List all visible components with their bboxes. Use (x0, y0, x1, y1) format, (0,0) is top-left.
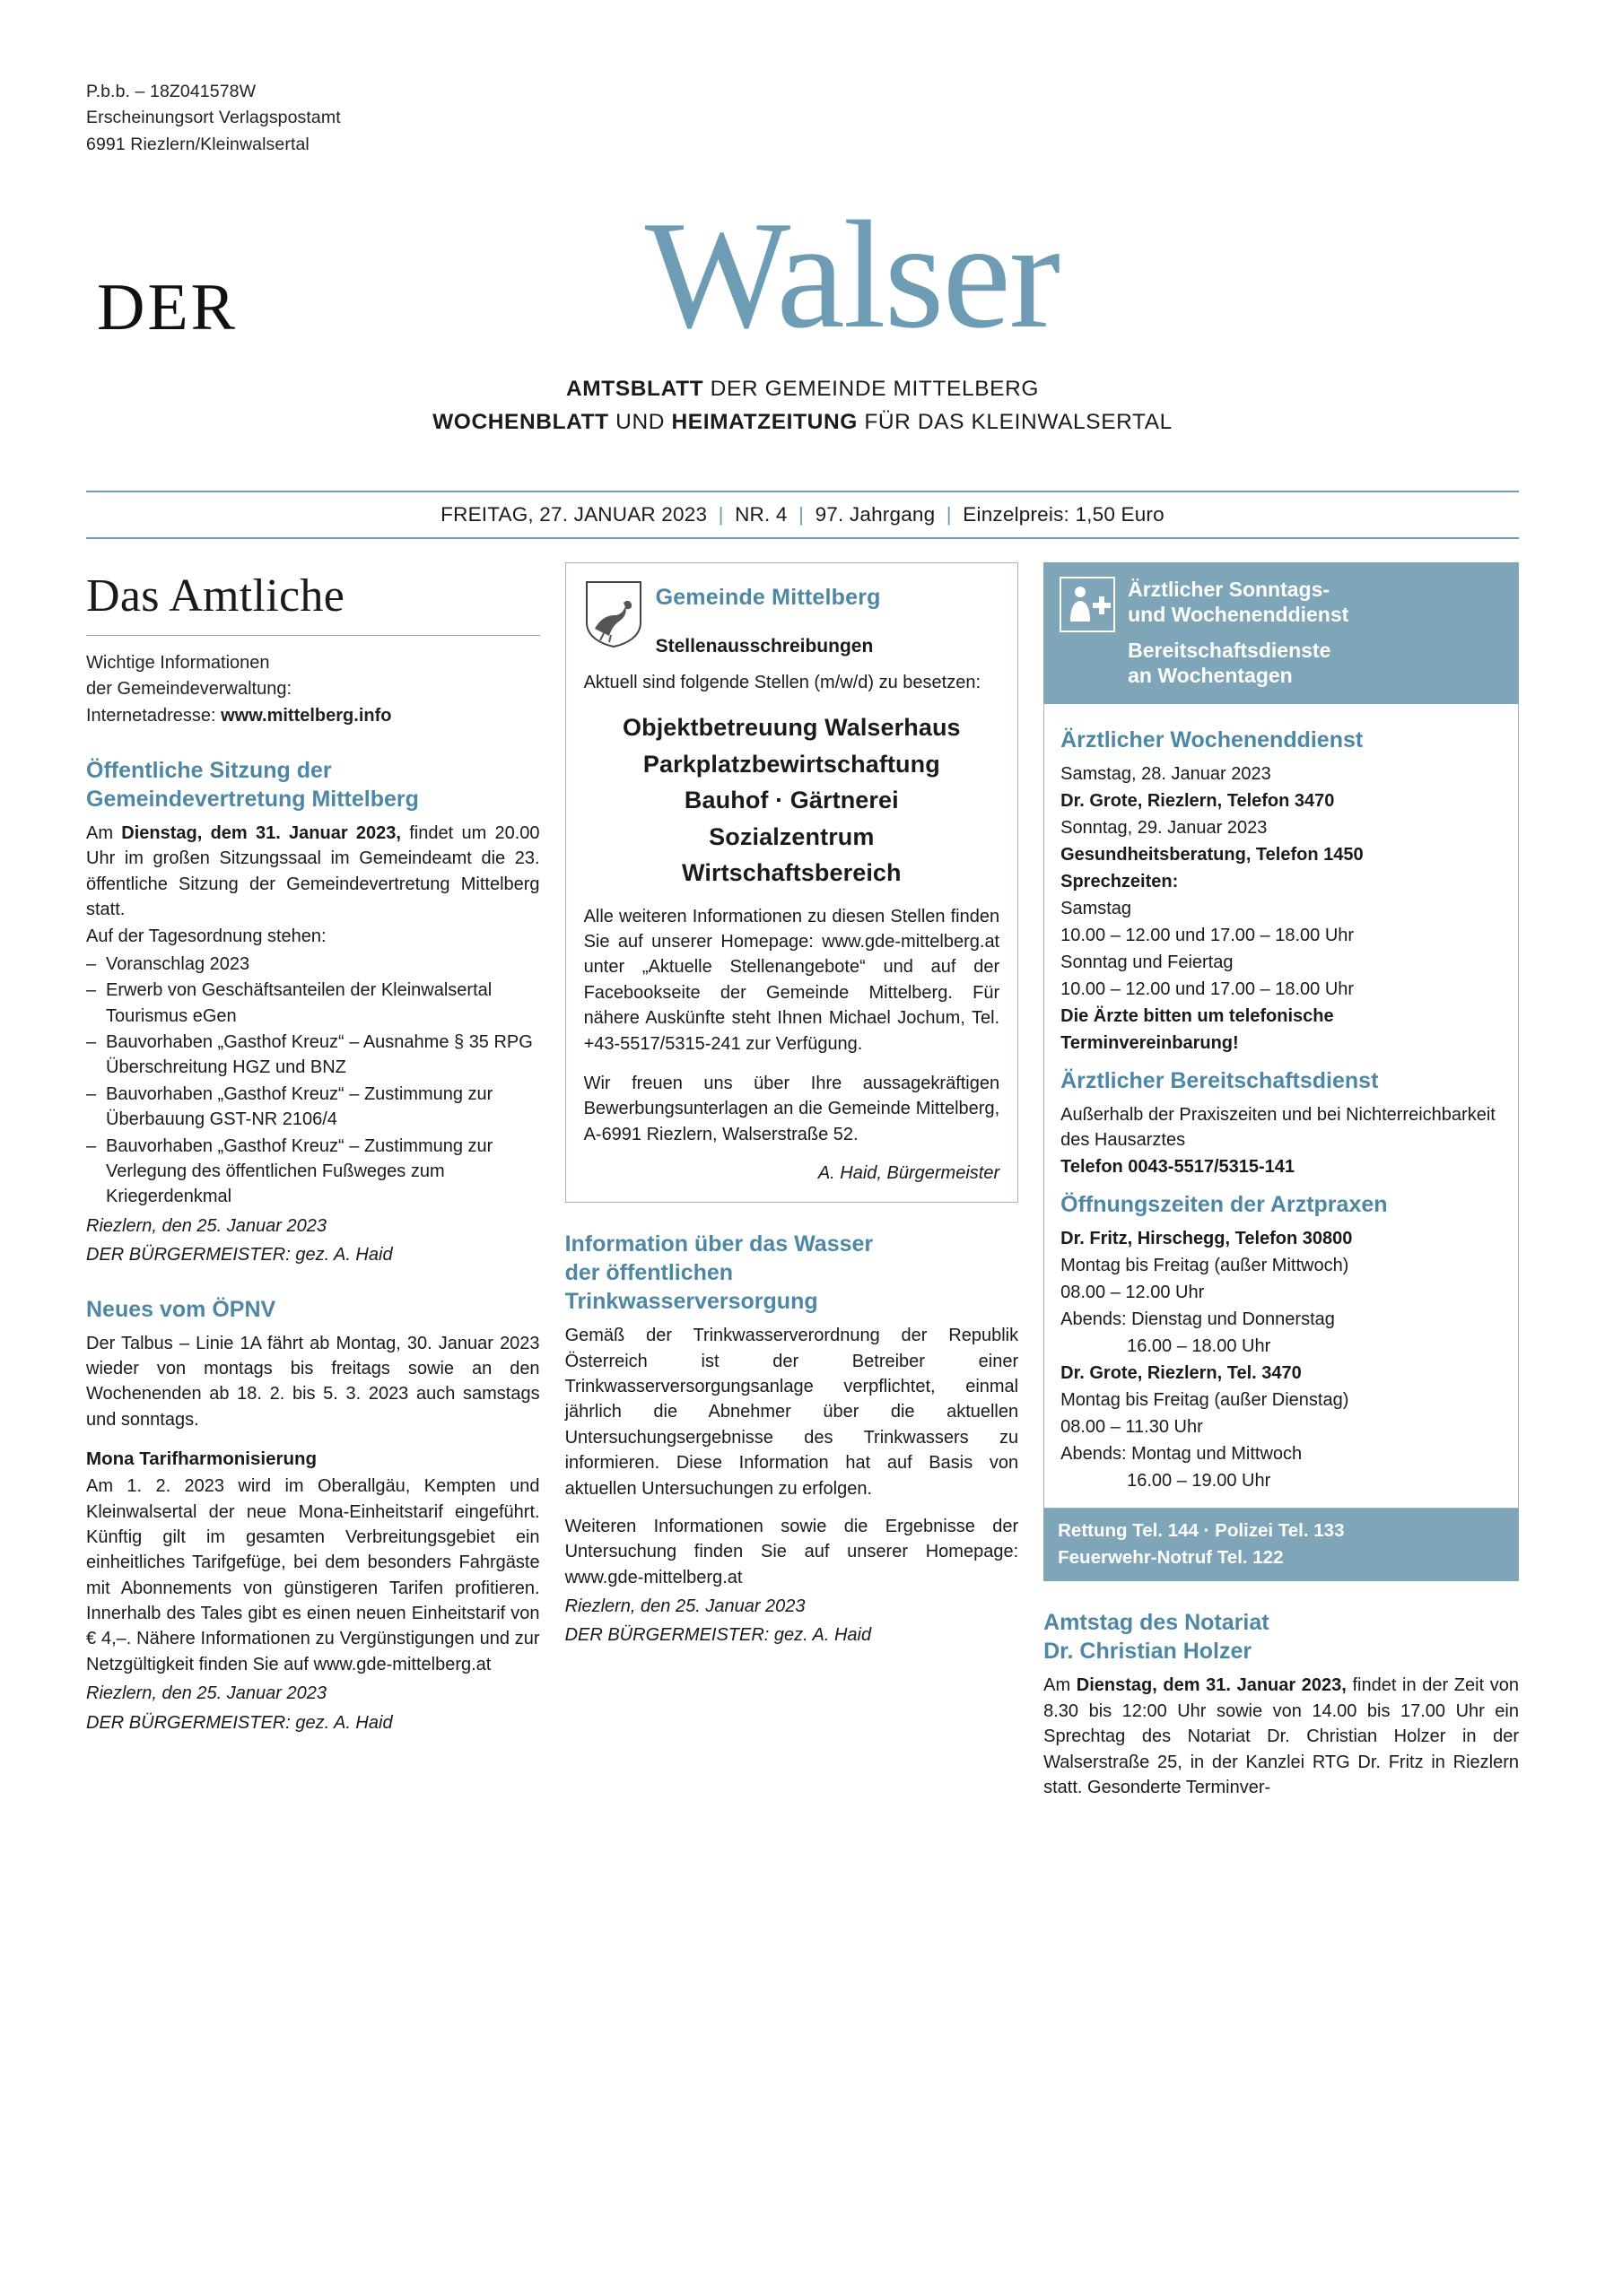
subline1-rest: DER GEMEINDE MITTELBERG (710, 376, 1040, 401)
job-item: Objektbetreuung Walserhaus (623, 714, 961, 742)
internet-label: Internetadresse: (86, 705, 222, 726)
list-item: – Bauvorhaben „Gasthof Kreuz“ – Zustimmung zur Überbauung GST-NR 2106/4 (86, 1082, 540, 1133)
saturday-doctor: Dr. Grote, Riezlern, Telefon 3470 (1060, 790, 1335, 811)
trinkwasser-sign-1: Riezlern, den 25. Januar 2023 (564, 1596, 806, 1617)
notariat-p-a: Am (1043, 1675, 1077, 1696)
subline2-d: FÜR DAS KLEINWALSERTAL (864, 409, 1173, 434)
bewerbung-paragraph: Wir freuen uns über Ihre aussagekräftigen Bewerbungsunterlagen an die Gemeinde Mittelberg, A-6991 Riezlern, Walserstraße 52. (583, 1073, 1000, 1144)
oepnv-sign-2: DER BÜRGERMEISTER: gez. A. Haid (86, 1712, 393, 1733)
job-item: Bauhof · Gärtnerei (684, 787, 899, 814)
column-amtliche (86, 562, 540, 1803)
issue-volume: 97. Jahrgang (815, 502, 936, 526)
praxis-fritz-line-3: Abends: Dienstag und Donnerstag (1060, 1309, 1335, 1329)
trinkwasser-paragraph-2: Weiteren Informationen sowie die Ergebnisse der Untersuchung finden Sie auf unserer Homepage: www.gde-mittelberg.at (564, 1516, 1019, 1587)
issue-separator-1: | (718, 502, 724, 526)
heading-sitzung (86, 756, 540, 813)
trinkwasser-sign-2: DER BÜRGERMEISTER: gez. A. Haid (564, 1625, 872, 1646)
mona-paragraph: Am 1. 2. 2023 wird im Oberallgäu, Kempten und Kleinwalsertal der neue Mona-Einheitstarif eingeführt. Künftig gilt im gesamten Verbreitungsgebiet ein einheitliches Tarifgefüge, bei dem besonders Fahrgäste mit Abonnements von günstigeren Tarifen profitieren. Innerhalb des Tales gibt es einen neuen Einheitstarif von € 4,–. Nähere Informationen zu Vergünstigungen und zur Netzgültigkeit finden Sie auf www.gde-mittelberg.at (86, 1476, 540, 1674)
praxis-fritz-line-2: 08.00 – 12.00 Uhr (1060, 1282, 1205, 1302)
praxis-grote-line-3: Abends: Montag und Mittwoch (1060, 1443, 1303, 1464)
sitzung-p1a: Am (86, 822, 122, 843)
masthead-walser: Walser (644, 189, 1060, 361)
doctor-service-body (1043, 704, 1519, 1509)
praxis-grote-line-2: 08.00 – 11.30 Uhr (1060, 1416, 1203, 1437)
subline2-b: UND (615, 409, 666, 434)
issue-line (86, 492, 1519, 537)
heading-sitzung-line-1: Öffentliche Sitzung der (86, 757, 332, 783)
trinkwasser-line-2: der öffentlichen (564, 1260, 734, 1286)
sprechzeiten-title: Sprechzeiten: (1060, 871, 1179, 891)
trinkwasser-line-3: Trinkwasserversorgung (564, 1289, 818, 1315)
masthead-subline-1 (86, 377, 1519, 402)
heading-arztpraxen: Öffnungszeiten der Arztpraxen (1060, 1191, 1388, 1217)
tagesordnung-label: Auf der Tagesordnung stehen: (86, 926, 327, 947)
masthead-subline-2 (86, 410, 1519, 435)
praxis-grote-name: Dr. Grote, Riezlern, Tel. 3470 (1060, 1362, 1302, 1383)
stellenausschreibung-box (565, 562, 1019, 1203)
praxis-grote-line-1: Montag bis Freitag (außer Dienstag) (1060, 1389, 1349, 1410)
issue-separator-2: | (798, 502, 805, 526)
sitzung-sign-2: DER BÜRGERMEISTER: gez. A. Haid (86, 1245, 393, 1265)
praxis-fritz-line-1: Montag bis Freitag (außer Mittwoch) (1060, 1255, 1349, 1275)
box-signature: A. Haid, Bürgermeister (817, 1163, 1000, 1184)
sitzung-sign-1: Riezlern, den 25. Januar 2023 (86, 1215, 327, 1236)
stellen-info-paragraph: Alle weiteren Informationen zu diesen Stellen finden Sie auf unserer Homepage: www.gde-mittelberg.at unter „Aktuelle Stellenangebote“ und auf der Facebookseite der Gemeinde Mittelberg. Für nähere Auskünfte steht Ihnen Michael Jochum, Tel. +43-5517/5315-241 zur Verfügung. (583, 906, 1000, 1054)
title-divider (86, 635, 540, 636)
list-item: – Voranschlag 2023 (86, 952, 540, 977)
box-header-text (656, 579, 881, 657)
list-item: – Erwerb von Geschäftsanteilen der Kleinwalsertal Tourismus eGen (86, 978, 540, 1029)
heading-trinkwasser (565, 1230, 1019, 1316)
sitzung-paragraph (86, 821, 540, 923)
job-item: Wirtschaftsbereich (682, 859, 902, 887)
oepnv-paragraph: Der Talbus – Linie 1A fährt ab Montag, 30. Januar 2023 wieder von montags bis freitags sowie an den Wochenenden ab 18. 2. bis 5. 3. 2023 auch samstags und sonntags. (86, 1333, 540, 1430)
heading-oepnv: Neues vom ÖPNV (86, 1296, 276, 1322)
issue-separator-3: | (946, 502, 952, 526)
service-title-line-3: Bereitschaftsdienste (1128, 638, 1331, 662)
notariat-line-1: Amtstag des Notariat (1043, 1610, 1269, 1636)
page-title: Das Amtliche (86, 570, 345, 622)
notariat-p-c: findet in der Zeit von 8.30 bis 12:00 Uhr sowie von 14.00 bis 17.00 Uhr ein Sprechtag des Notariat Dr. Christian Holzer in der Walserstraße 25, in der Kanzlei RTG Dr. Fritz in Riezlern statt. Gesonderte Terminver- (1043, 1675, 1520, 1797)
rule-bottom (86, 537, 1519, 539)
internet-address[interactable]: www.mittelberg.info (221, 705, 392, 726)
trinkwasser-line-1: Information über das Wasser (564, 1231, 874, 1257)
praxis-fritz-name: Dr. Fritz, Hirschegg, Telefon 30800 (1060, 1228, 1353, 1248)
notariat-paragraph (1043, 1673, 1519, 1800)
column-arztdienst (1043, 562, 1519, 1803)
gemeinde-title: Gemeinde Mittelberg (655, 584, 881, 610)
service-title-line-4: an Wochentagen (1128, 663, 1293, 687)
termin-note-1: Die Ärzte bitten um telefonische (1060, 1005, 1334, 1026)
heading-notariat (1043, 1608, 1519, 1665)
sunday-doctor: Gesundheitsberatung, Telefon 1450 (1060, 844, 1364, 865)
service-title-line-2: und Wochenenddienst (1128, 602, 1349, 626)
heading-mona: Mona Tarifharmonisierung (86, 1448, 318, 1470)
sitzung-p1c: findet um 20.00 Uhr im großen Sitzungssaal im Gemeindeamt die 23. öffentliche Sitzung der Gemeindevertretung Mittelberg statt. (86, 822, 540, 920)
emergency-line-1: Rettung Tel. 144 · Polizei Tel. 133 (1058, 1519, 1345, 1541)
list-item: – Bauvorhaben „Gasthof Kreuz“ – Ausnahme § 35 RPG Überschreitung HGZ und BNZ (86, 1030, 540, 1081)
heading-bereitschaftsdienst: Ärztlicher Bereitschaftsdienst (1060, 1067, 1379, 1093)
stellenausschreibungen-title: Stellenausschreibungen (655, 635, 874, 657)
intro-line-1: Wichtige Informationen (86, 652, 270, 673)
subline2-a: WOCHENBLATT (432, 409, 609, 434)
intro-line-3 (86, 703, 540, 729)
emergency-numbers (1043, 1509, 1519, 1581)
subline2-c: HEIMATZEITUNG (671, 409, 858, 434)
emergency-line-2: Feuerwehr-Notruf Tel. 122 (1058, 1546, 1284, 1568)
saturday-date: Samstag, 28. Januar 2023 (1060, 763, 1271, 784)
termin-note-2: Terminvereinbarung! (1060, 1032, 1239, 1053)
intro-block (86, 650, 540, 729)
doctor-service-header (1043, 562, 1519, 704)
job-item: Parkplatzbewirtschaftung (642, 750, 940, 778)
issue-number: NR. 4 (735, 502, 788, 526)
doctor-service-title (1128, 577, 1348, 688)
subline1-bold: AMTSBLATT (565, 376, 704, 401)
notariat-line-2: Dr. Christian Holzer (1043, 1639, 1252, 1665)
postal-line-3: 6991 Riezlern/Kleinwalsertal (86, 134, 310, 154)
intro-line-2: der Gemeindeverwaltung: (86, 679, 292, 700)
content-columns (86, 562, 1519, 1803)
sprechzeiten-sunday-time: 10.00 – 12.00 und 17.00 – 18.00 Uhr (1060, 978, 1355, 999)
coat-of-arms-icon (584, 579, 643, 649)
issue-price: Einzelpreis: 1,50 Euro (963, 502, 1164, 526)
doctor-icon (1060, 577, 1115, 632)
service-title-line-1: Ärztlicher Sonntags- (1128, 577, 1330, 601)
sunday-date: Sonntag, 29. Januar 2023 (1060, 817, 1268, 838)
stellen-intro: Aktuell sind folgende Stellen (m/w/d) zu besetzen: (583, 672, 981, 692)
job-item: Sozialzentrum (709, 822, 875, 850)
sprechzeiten-saturday-label: Samstag (1060, 898, 1132, 918)
job-list (584, 709, 1000, 891)
issue-date: FREITAG, 27. JANUAR 2023 (441, 502, 708, 526)
sprechzeiten-sunday-label: Sonntag und Feiertag (1060, 952, 1234, 972)
bereitschaft-phone[interactable]: Telefon 0043-5517/5315-141 (1060, 1156, 1295, 1177)
masthead-der: DER (97, 270, 238, 344)
box-header (584, 579, 1000, 657)
list-item: – Bauvorhaben „Gasthof Kreuz“ – Zustimmung zur Verlegung des öffentlichen Fußweges zum Kriegerdenkmal (86, 1134, 540, 1210)
oepnv-sign-1: Riezlern, den 25. Januar 2023 (86, 1683, 327, 1704)
postal-line-1: P.b.b. – 18Z041578W (86, 82, 257, 101)
bereitschaft-paragraph: Außerhalb der Praxiszeiten und bei Nichterreichbarkeit des Hausarztes (1060, 1104, 1496, 1150)
masthead (86, 189, 1519, 368)
notariat-date: Dienstag, dem 31. Januar 2023, (1076, 1675, 1347, 1696)
trinkwasser-paragraph-1: Gemäß der Trinkwasserverordnung der Republik Österreich ist der Betreiber einer Trinkwasserversorgungsanlage verpflichtet, einmal jährlich die Abnehmer über die aktuellen Untersuchungsergebnisse des Trinkwassers zu informieren. Diese Information hat auf Basis von aktuellen Untersuchungen zu erfolgen. (564, 1326, 1019, 1499)
praxis-fritz-line-4: 16.00 – 18.00 Uhr (1127, 1335, 1271, 1356)
heading-sitzung-line-2: Gemeindevertretung Mittelberg (86, 786, 419, 812)
postal-line-2: Erscheinungsort Verlagspostamt (86, 108, 341, 128)
praxis-grote-line-4: 16.00 – 19.00 Uhr (1127, 1470, 1271, 1491)
sprechzeiten-saturday-time: 10.00 – 12.00 und 17.00 – 18.00 Uhr (1060, 925, 1355, 945)
tagesordnung-list (86, 952, 540, 1210)
heading-wochenenddienst: Ärztlicher Wochenenddienst (1060, 726, 1364, 752)
sitzung-date: Dienstag, dem 31. Januar 2023, (121, 822, 401, 843)
postal-info (86, 79, 1519, 158)
column-gemeinde (565, 562, 1019, 1803)
